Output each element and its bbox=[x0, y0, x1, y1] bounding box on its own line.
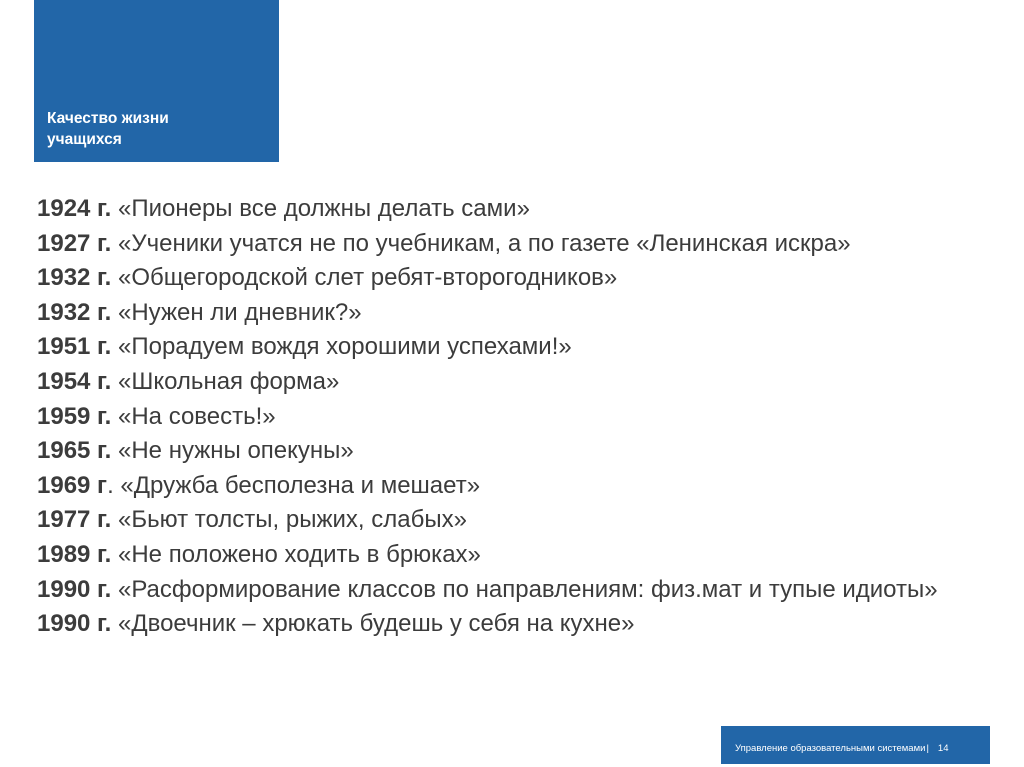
entry-year: 1969 г bbox=[37, 471, 108, 499]
timeline-entry bbox=[37, 434, 997, 469]
entry-text: «Пионеры все должны делать сами» bbox=[111, 195, 530, 222]
entry-text: «Школьная форма» bbox=[111, 367, 340, 395]
entry-year: 1965 г. bbox=[37, 437, 112, 465]
entry-year: 1932 г. bbox=[37, 264, 112, 292]
timeline-entry bbox=[37, 573, 997, 608]
entry-year: 1989 г. bbox=[37, 540, 112, 568]
entry-year: 1977 г. bbox=[37, 506, 112, 534]
entry-year: 1927 г. bbox=[37, 229, 112, 257]
timeline-entry bbox=[37, 192, 997, 227]
entry-text: «Порадуем вождя хорошими успехами!» bbox=[111, 333, 572, 361]
entry-year: 1990 г. bbox=[37, 610, 112, 638]
entry-text: «Двоечник – хрюкать будешь у себя на кухне» bbox=[111, 610, 635, 638]
footer-separator: | bbox=[926, 743, 929, 754]
title-banner bbox=[34, 0, 279, 162]
page-number: 14 bbox=[937, 743, 949, 754]
slide-title-line-2: учащихся bbox=[47, 131, 122, 148]
entry-text: «Общегородской слет ребят-второгодников» bbox=[111, 264, 618, 292]
entry-text: «Дружба бесполезна и мешает» bbox=[113, 471, 481, 499]
entry-year: 1959 г. bbox=[37, 402, 112, 430]
timeline-entry bbox=[37, 400, 997, 435]
timeline-entry bbox=[37, 227, 997, 262]
footer-text bbox=[735, 743, 948, 755]
entry-year: 1990 г. bbox=[37, 575, 112, 603]
timeline-list bbox=[37, 192, 997, 642]
footer-banner bbox=[721, 726, 990, 764]
entry-text: «Нужен ли дневник?» bbox=[111, 298, 362, 326]
timeline-entry bbox=[37, 607, 997, 642]
entry-separator: . bbox=[107, 471, 114, 499]
entry-text: «Бьют толсты, рыжих, слабых» bbox=[111, 506, 467, 534]
entry-text: «Не нужны опекуны» bbox=[111, 437, 354, 465]
footer-label: Управление образовательными системами bbox=[735, 743, 926, 754]
entry-text: «На совесть!» bbox=[111, 402, 276, 430]
entry-year: 1924 г. bbox=[37, 195, 112, 222]
timeline-entry bbox=[37, 261, 997, 296]
entry-year: 1932 г. bbox=[37, 298, 112, 326]
slide-title-line-1: Качество жизни bbox=[47, 110, 169, 127]
entry-year: 1951 г. bbox=[37, 333, 112, 361]
timeline-entry bbox=[37, 538, 997, 573]
entry-text: «Не положено ходить в брюках» bbox=[111, 540, 481, 568]
timeline-entry bbox=[37, 330, 997, 365]
slide-title bbox=[47, 108, 247, 150]
entry-text: «Расформирование классов по направлениям: физ.мат и тупые идиоты» bbox=[111, 575, 938, 603]
timeline-entry bbox=[37, 469, 997, 504]
timeline-entry bbox=[37, 296, 997, 331]
entry-year: 1954 г. bbox=[37, 367, 112, 395]
timeline-entry bbox=[37, 503, 997, 538]
timeline-entry bbox=[37, 365, 997, 400]
entry-text: «Ученики учатся не по учебникам, а по газете «Ленинская искра» bbox=[111, 229, 851, 257]
